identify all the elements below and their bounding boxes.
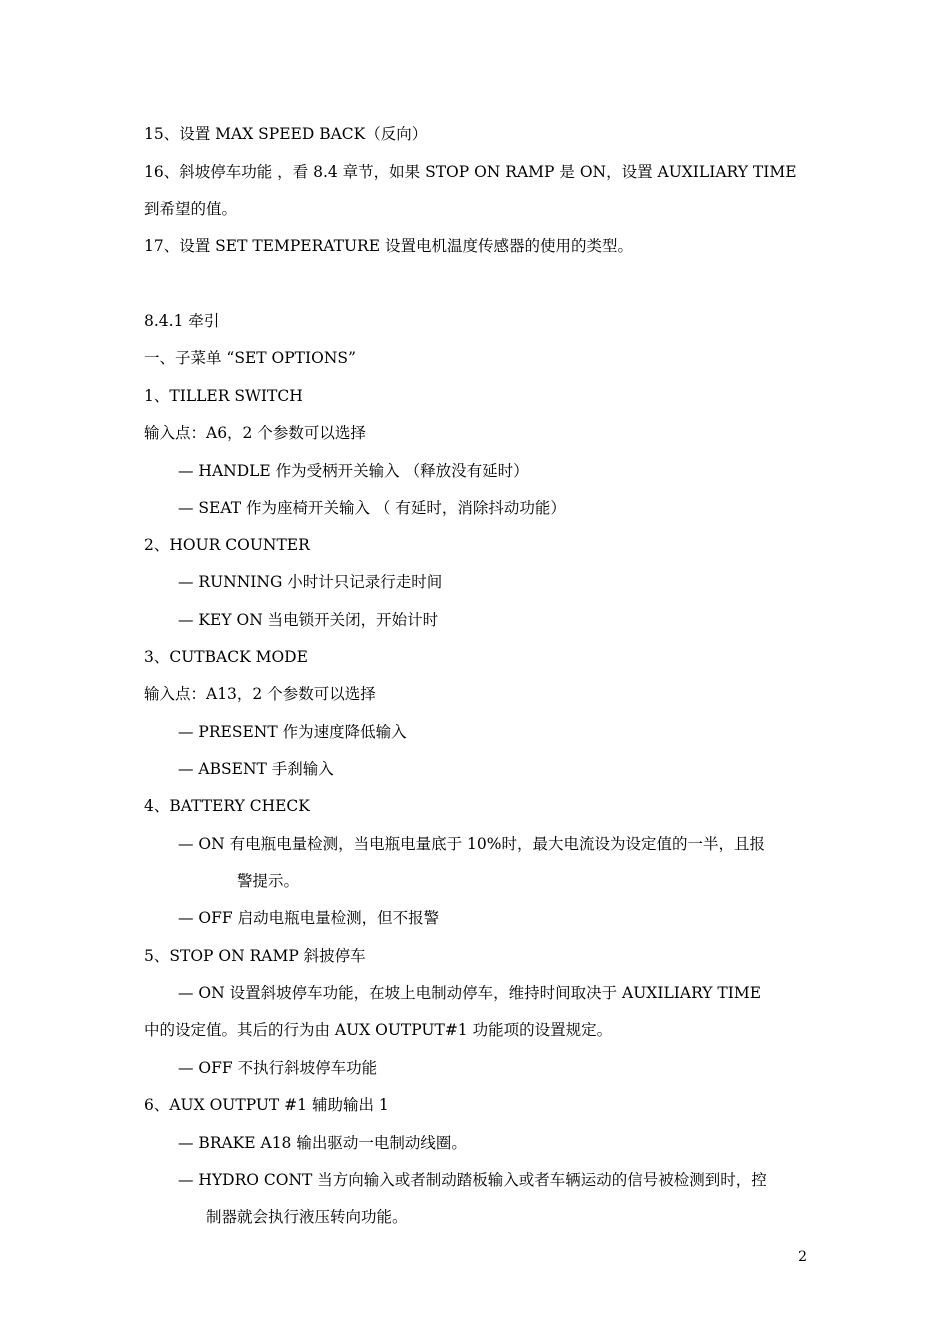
item-heading: 1、TILLER SWITCH <box>144 387 303 405</box>
list-item: — SEAT 作为座椅开关输入 （ 有延时，消除抖动功能） <box>178 499 566 517</box>
paragraph-line: 输入点：A13，2 个参数可以选择 <box>144 685 376 703</box>
paragraph-line: 15、设置 MAX SPEED BACK（反向） <box>144 125 428 143</box>
list-item: — HANDLE 作为受柄开关输入 （释放没有延时） <box>178 462 529 480</box>
item-heading: 4、BATTERY CHECK <box>144 797 310 815</box>
paragraph-line: 16、斜坡停车功能 ，看 8.4 章节，如果 STOP ON RAMP 是 ON，设置 AUXILIARY TIME <box>144 163 797 181</box>
list-item-continuation: 制器就会执行液压转向功能。 <box>206 1208 408 1226</box>
list-item: — KEY ON 当电锁开关闭，开始计时 <box>178 611 439 629</box>
paragraph-line: 输入点：A6，2 个参数可以选择 <box>144 424 366 442</box>
paragraph-line: 一、子菜单 “SET OPTIONS” <box>144 349 356 367</box>
list-item: — OFF 启动电瓶电量检测，但不报警 <box>178 909 440 927</box>
paragraph-line: 17、设置 SET TEMPERATURE 设置电机温度传感器的使用的类型。 <box>144 237 633 255</box>
item-heading: 2、HOUR COUNTER <box>144 536 310 554</box>
list-item: — ON 设置斜坡停车功能，在坡上电制动停车，维持时间取决于 AUXILIARY TIME <box>178 984 762 1002</box>
list-item: — BRAKE A18 输出驱动一电制动线圈。 <box>178 1134 467 1152</box>
page-number: 2 <box>798 1249 807 1265</box>
section-heading: 8.4.1 牵引 <box>144 312 220 330</box>
paragraph-line: 到希望的值。 <box>144 200 238 218</box>
list-item: — RUNNING 小时计只记录行走时间 <box>178 573 443 591</box>
list-item: — PRESENT 作为速度降低输入 <box>178 723 407 741</box>
list-item: — ABSENT 手刹输入 <box>178 760 334 778</box>
list-item-continuation: 中的设定值。其后的行为由 AUX OUTPUT#1 功能项的设置规定。 <box>144 1021 613 1039</box>
list-item: — OFF 不执行斜坡停车功能 <box>178 1059 378 1077</box>
item-heading: 5、STOP ON RAMP 斜披停车 <box>144 947 366 965</box>
item-heading: 6、AUX OUTPUT #1 辅助输出 1 <box>144 1096 389 1114</box>
item-heading: 3、CUTBACK MODE <box>144 648 308 666</box>
list-item: — HYDRO CONT 当方向输入或者制动踏板输入或者车辆运动的信号被检测到时，控 <box>178 1171 767 1189</box>
list-item: — ON 有电瓶电量检测，当电瓶电量底于 10%时，最大电流设为设定值的一半，且报 <box>178 835 766 853</box>
list-item-continuation: 警提示。 <box>237 872 300 890</box>
